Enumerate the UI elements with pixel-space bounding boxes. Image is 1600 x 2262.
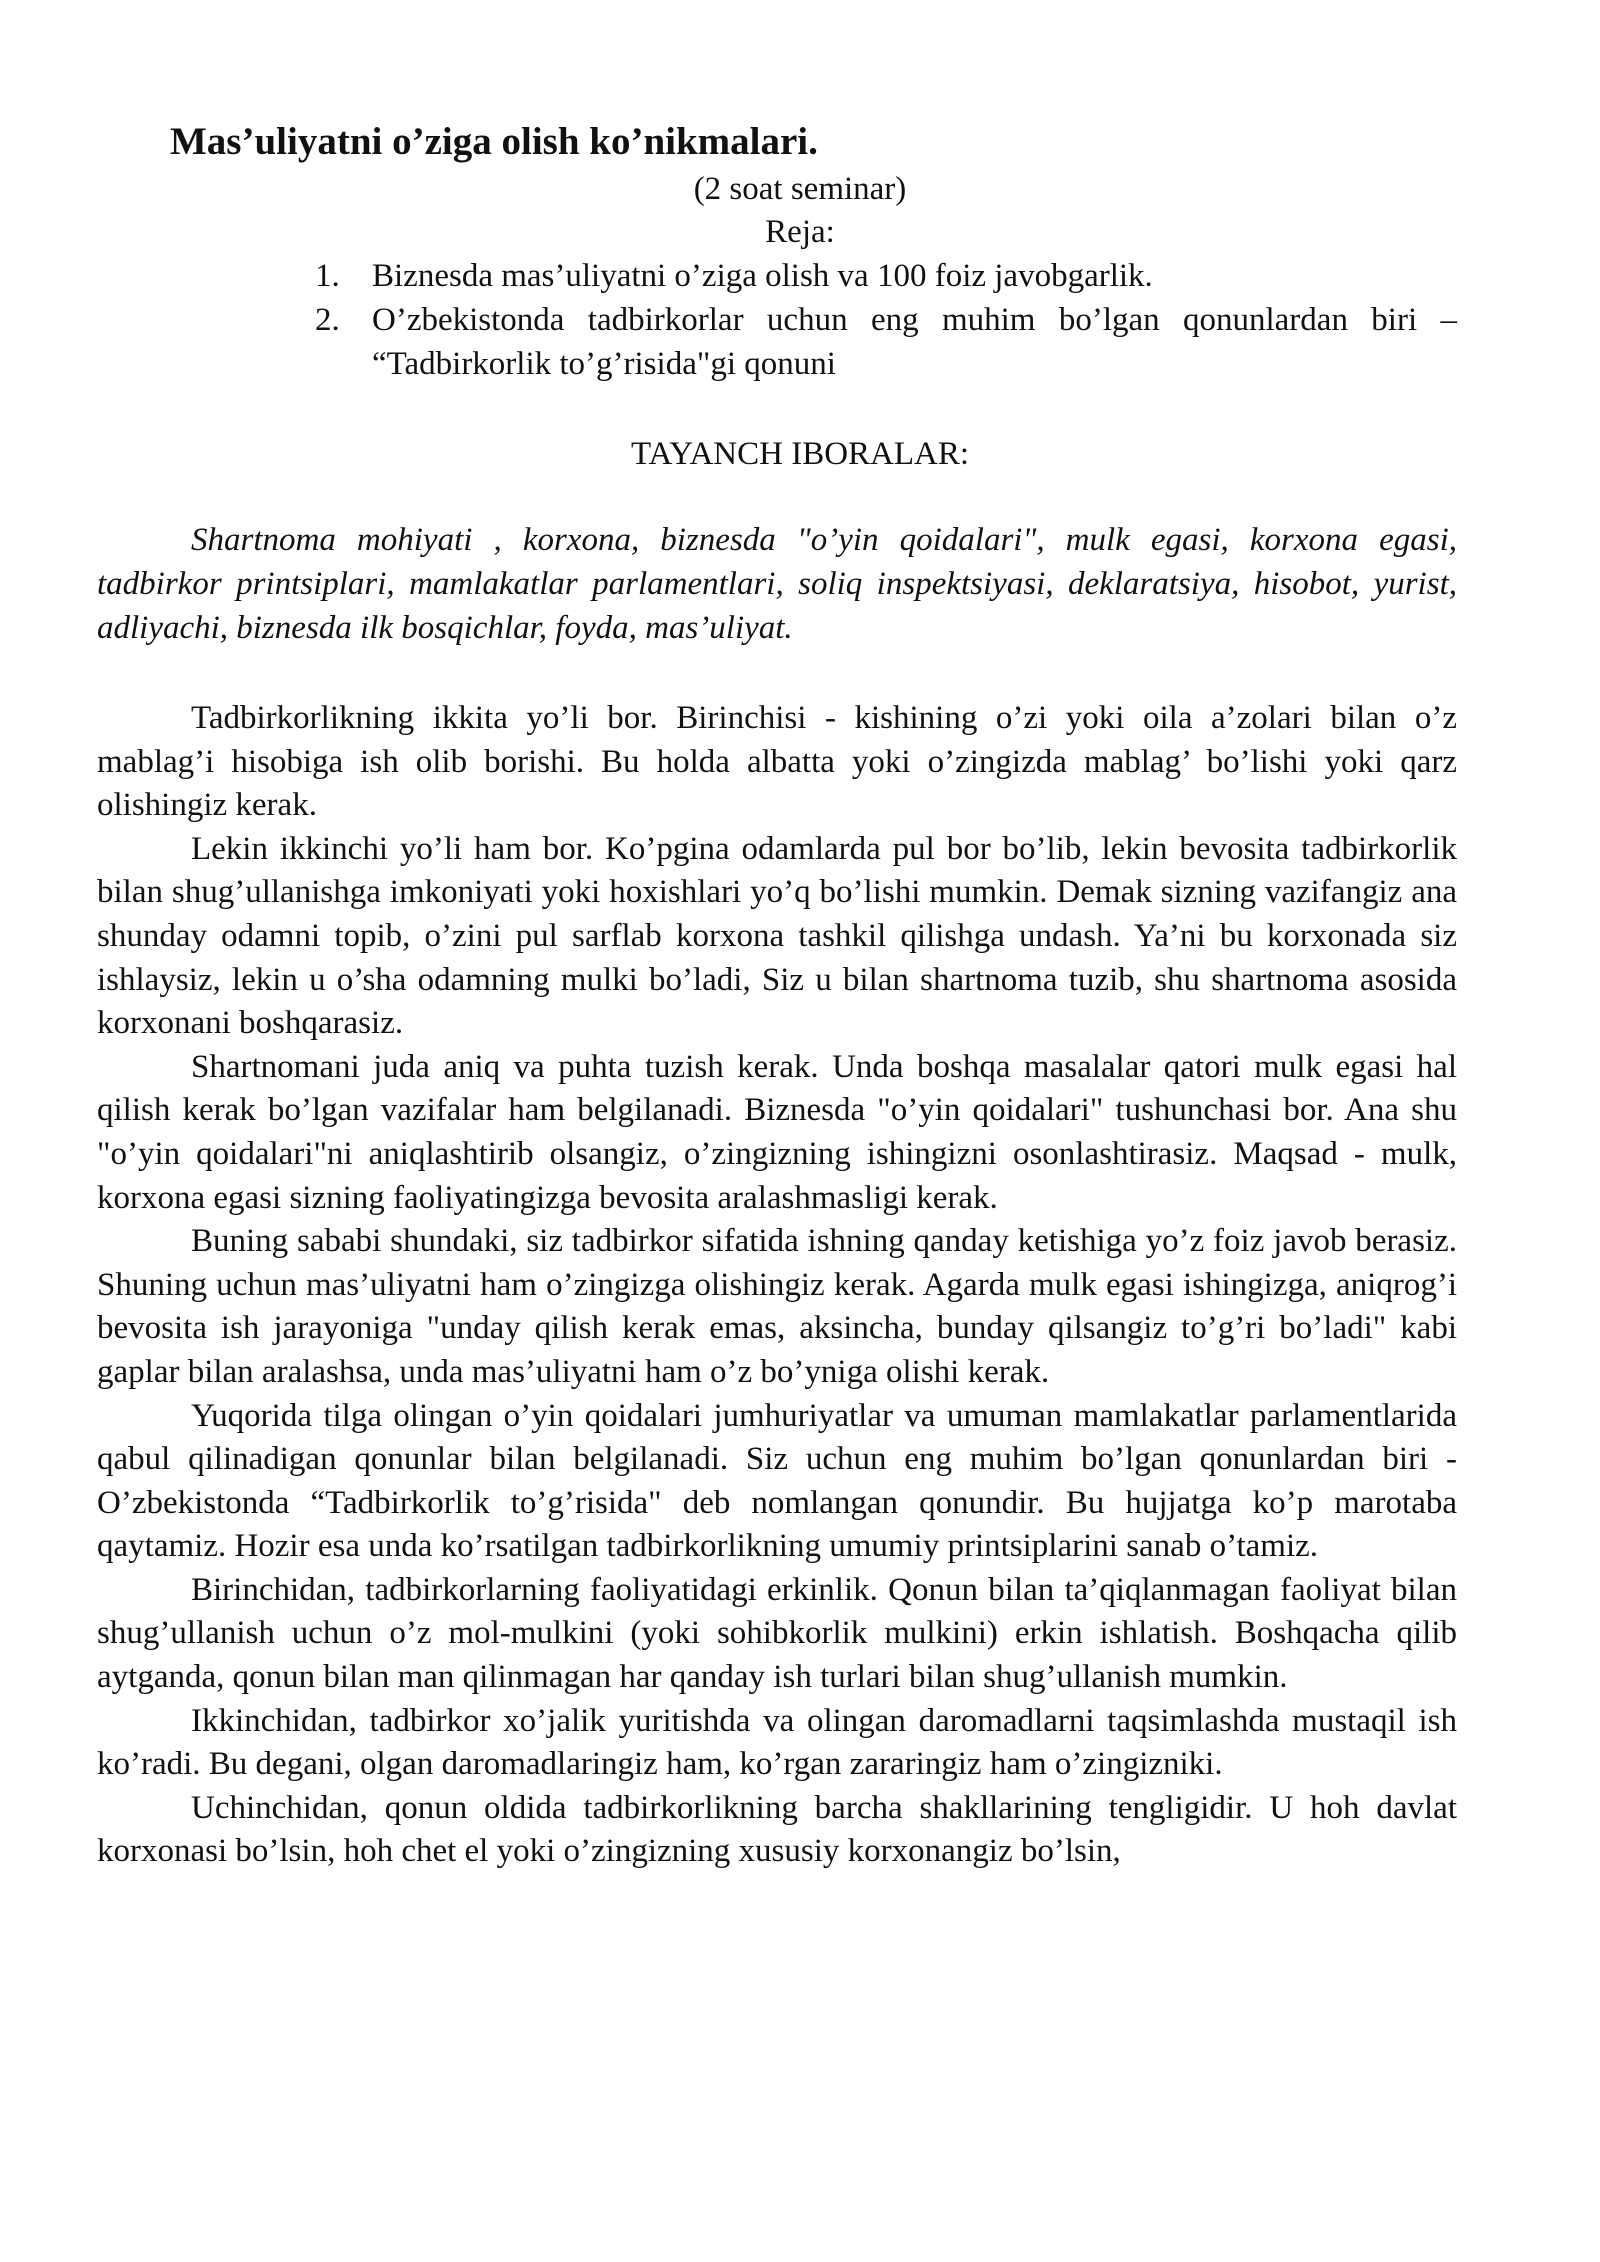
plan-item <box>300 254 1457 298</box>
paragraph: Lekin ikkinchi yo’li ham bor. Ko’pgina odamlarda pul bor bo’lib, lekin bevosita tadbirkorlik bilan shug’ullanishga imkoniyati yoki hoxishlari yo’q bo’lishi mumkin. Demak sizning vazifangiz ana shunday odamni topib, o’zini pul sarflab korxona tashkil qilishga undash. Ya’ni bu korxonada siz ishlaysiz, lekin u o’sha odamning mulki bo’ladi, Siz u bilan shartnoma tuzib, shu shartnoma asosida korxonani boshqarasiz. <box>97 830 1457 1042</box>
plan-item <box>300 298 1457 386</box>
paragraph: Birinchidan, tadbirkorlarning faoliyatidagi erkinlik. Qonun bilan ta’qiqlanmagan faoliyat bilan shug’ullanish uchun o’z mol-mulkini (yoki sohibkorlik mulkini) erkin ishlatish. Boshqacha qilib aytganda, qonun bilan man qilinmagan har qanday ish turlari bilan shug’ullanish mumkin. <box>97 1571 1457 1696</box>
paragraph: Uchinchidan, qonun oldida tadbirkorlikning barcha shakllarining tengligidir. U hoh davlat korxonasi bo’lsin, hoh chet el yoki o’zingizning xususiy korxonangiz bo’lsin, <box>97 1789 1457 1870</box>
plan-list <box>300 254 1457 386</box>
document-title: Mas’uliyatni o’ziga olish ko’nikmalari. <box>170 120 818 163</box>
body-text <box>97 697 1457 1874</box>
paragraph: Buning sababi shundaki, siz tadbirkor sifatida ishning qanday ketishiga yo’z foiz javob berasiz. Shuning uchun mas’uliyatni ham o’zingizga olishingiz kerak. Agarda mulk egasi ishingizga, aniqrog’i bevosita ish jarayoniga "unday qilish kerak emas, aksincha, bunday qilsangiz to’g’ri bo’ladi" kabi gaplar bilan aralashsa, unda mas’uliyatni ham o’z bo’yniga olishi kerak. <box>97 1223 1457 1390</box>
plan-item-text: O’zbekistonda tadbirkorlar uchun eng muhim bo’lgan qonunlardan biri – “Tadbirkorlik to’g’risida"gi qonuni <box>372 302 1457 382</box>
plan-item-number: 1. <box>315 258 340 294</box>
plan-heading: Reja: <box>765 214 835 250</box>
plan-item-number: 2. <box>315 302 340 338</box>
paragraph: Tadbirkorlikning ikkita yo’li bor. Birinchisi - kishining o’zi yoki oila a’zolari bilan o’z mablag’i hisobiga ish olib borishi. Bu holda albatta yoki o’zingizda mablag’ bo’lishi yoki qarz olishingiz kerak. <box>97 700 1457 824</box>
keywords-heading: TAYANCH IBORALAR: <box>630 436 970 472</box>
keywords-paragraph: Shartnoma mohiyati , korxona, biznesda "o’yin qoidalari", mulk egasi, korxona egasi, tadbirkor printsiplari, mamlakatlar parlamentlari, soliq inspektsiyasi, deklaratsiya, hisobot, yurist, adliyachi, biznesda ilk bosqichlar, foyda, mas’uliyat. <box>97 522 1457 646</box>
paragraph: Shartnomani juda aniq va puhta tuzish kerak. Unda boshqa masalalar qatori mulk egasi hal qilish kerak bo’lgan vazifalar ham belgilanadi. Biznesda "o’yin qoidalari" tushunchasi bor. Ana shu "o’yin qoidalari"ni aniqlashtirib olsangiz, o’zingizning ishingizni osonlashtirasiz. Maqsad - mulk, korxona egasi sizning faoliyatingizga bevosita aralashmasligi kerak. <box>97 1048 1457 1216</box>
document-subtitle: (2 soat seminar) <box>693 171 907 207</box>
paragraph: Ikkinchidan, tadbirkor xo’jalik yuritishda va olingan daromadlarni taqsimlashda mustaqil ish ko’radi. Bu degani, olgan daromadlaringiz ham, ko’rgan zararingiz ham o’zingizniki. <box>97 1702 1457 1783</box>
paragraph: Yuqorida tilga olingan o’yin qoidalari jumhuriyatlar va umuman mamlakatlar parlamentlarida qabul qilinadigan qonunlar bilan belgilanadi. Siz uchun eng muhim bo’lgan qonunlardan biri - O’zbekistonda “Tadbirkorlik to’g’risida" deb nomlangan qonundir. Bu hujjatga ko’p marotaba qaytamiz. Hozir esa unda ko’rsatilgan tadbirkorlikning umumiy printsiplarini sanab o’tamiz. <box>97 1397 1457 1565</box>
plan-item-text: Biznesda mas’uliyatni o’ziga olish va 100 foiz javobgarlik. <box>372 258 1153 294</box>
